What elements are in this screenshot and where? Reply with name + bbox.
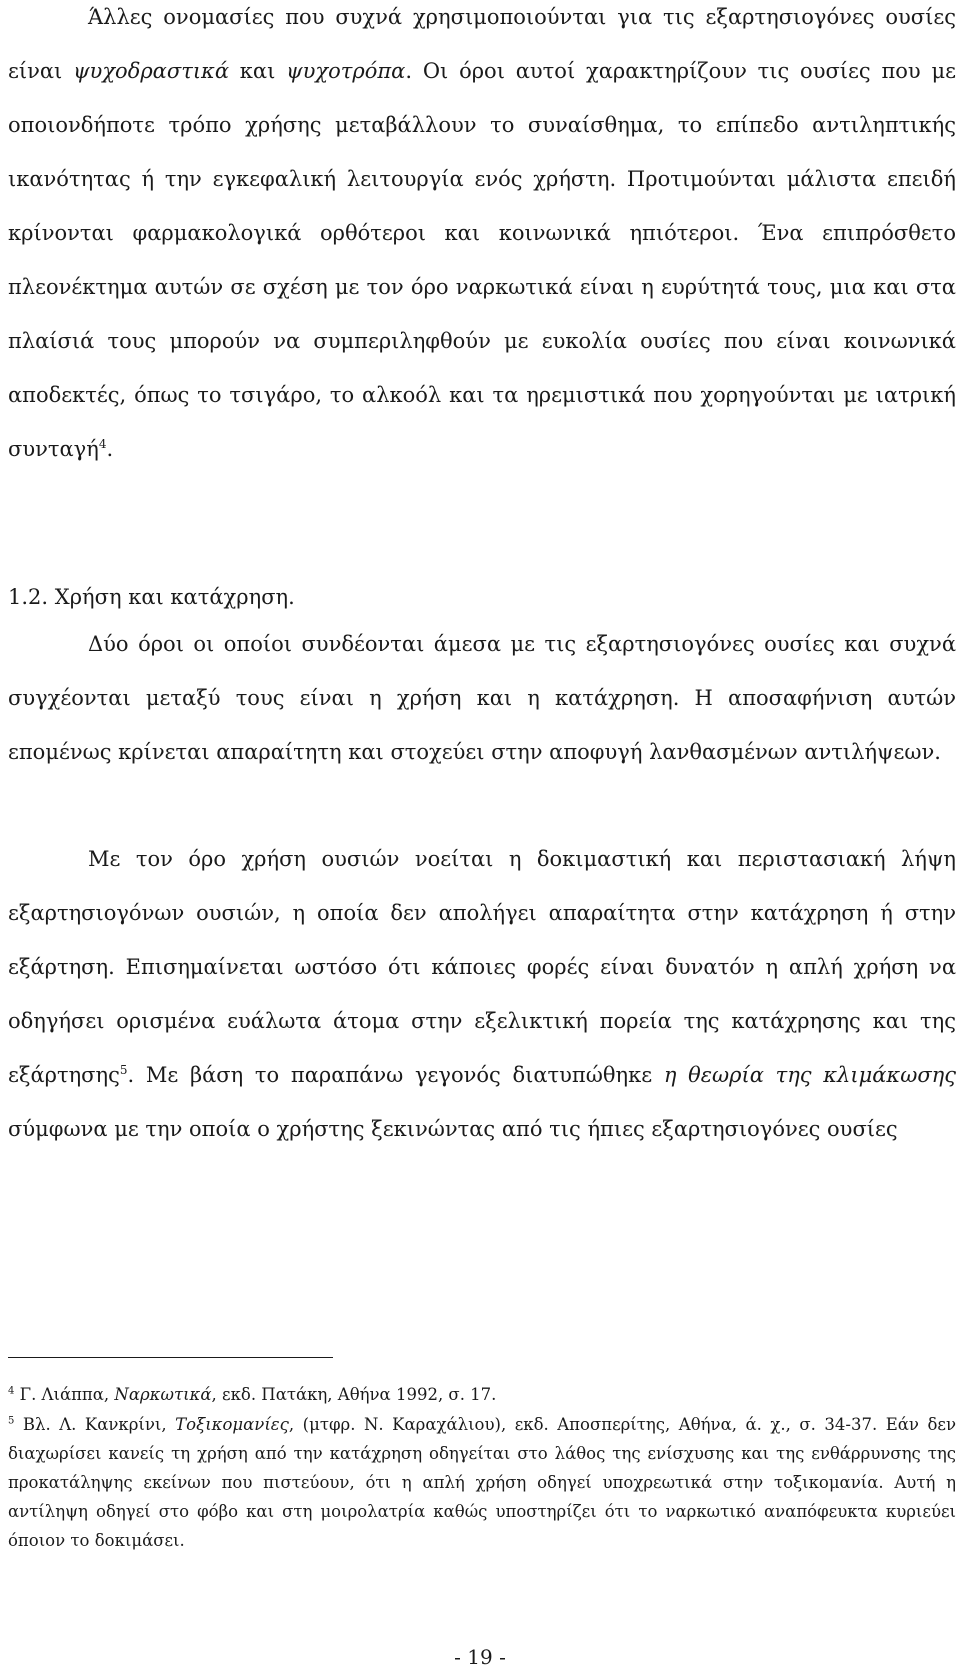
page-number: - 19 - [454, 1645, 506, 1669]
footnote-number: 5 [8, 1415, 15, 1427]
footnote-text: , εκδ. Πατάκη, Αθήνα 1992, σ. 17. [211, 1385, 497, 1404]
emphasis-term: ψυχοτρόπα [286, 59, 406, 83]
footnote-number: 4 [8, 1385, 15, 1397]
paragraph-text: Άλλες ονομασίες που συχνά χρησιμοποιούνται για τις εξαρτησιογόνες ουσίες είναι [8, 5, 956, 83]
paragraph-text: σύμφωνα με την οποία ο χρήστης ξεκινώντας από τις ήπιες εξαρτησιογόνες ουσίες [8, 1117, 898, 1141]
section-heading: 1.2. Χρήση και κατάχρηση. [8, 585, 295, 609]
emphasis-term: η θεωρία της κλιμάκωσης [663, 1063, 956, 1087]
paragraph-text: και [229, 59, 287, 83]
footnote-5 [8, 1410, 956, 1555]
body-paragraph-terminology [8, 0, 956, 476]
paragraph-text: Με τον όρο χρήση ουσιών νοείται η δοκιμαστική και περιστασιακή λήψη εξαρτησιογόνων ουσιών, η οποία δεν απολήγει απαραίτητα στην κατάχρηση ή στην εξάρτηση. Επισημαίνεται ωστόσο ότι κάποιες φορές είναι δυνατόν η απλή χρήση να οδηγήσει ορισμένα ευάλωτα άτομα στην εξελικτική πορεία της κατάχρησης και της εξάρτησης [8, 847, 956, 1087]
body-paragraph-use [8, 832, 956, 1156]
paragraph-text: . Με βάση το παραπάνω γεγονός διατυπώθηκε [127, 1063, 664, 1087]
footnote-title: Ναρκωτικά [114, 1385, 212, 1404]
footnote-separator [8, 1357, 333, 1358]
footnote-reference[interactable]: 5 [119, 1063, 128, 1077]
body-paragraph-definitions: Δύο όροι οι οποίοι συνδέονται άμεσα με τις εξαρτησιογόνες ουσίες και συχνά συγχέονται μεταξύ τους είναι η χρήση και η κατάχρηση. Η αποσαφήνιση αυτών επομένως κρίνεται απαραίτητη και στοχεύει στην αποφυγή λανθασμένων αντιλήψεων. [8, 632, 956, 764]
paragraph-text: . [106, 437, 114, 461]
emphasis-term: ψυχοδραστικά [73, 59, 230, 83]
footnote-reference[interactable]: 4 [98, 437, 107, 451]
paragraph-text: . Οι όροι αυτοί χαρακτηρίζουν τις ουσίες που με οποιονδήποτε τρόπο χρήσης μεταβάλλουν το συναίσθημα, το επίπεδο αντιληπτικής ικανότητας ή την εγκεφαλική λειτουργία ενός χρήστη. Προτιμούνται μάλιστα επειδή κρίνονται φαρμακολογικά ορθότεροι και κοινωνικά ηπιότεροι. Ένα επιπρόσθετο πλεονέκτημα αυτών σε σχέση με τον όρο ναρκωτικά είναι η ευρύτητά τους, μια και στα πλαίσιά τους μπορούν να συμπεριληφθούν με ευκολία ουσίες που είναι κοινωνικά αποδεκτές, όπως το τσιγάρο, το αλκοόλ και τα ηρεμιστικά που χορηγούνται με ιατρική συνταγή [8, 59, 957, 461]
footnote-title: Τοξικομανίες [175, 1415, 289, 1434]
footnote-text: Βλ. Λ. Κανκρίνι, [14, 1415, 176, 1434]
footnote-text: Γ. Λιάππα, [14, 1385, 115, 1404]
footnote-4 [8, 1380, 956, 1409]
footnote-text: , (μτφρ. Ν. Καραχάλιου), εκδ. Αποσπερίτης, Αθήνα, ά. χ., σ. 34-37. Εάν δεν διαχωρίσει κανείς τη χρήση από την κατάχρηση οδηγείται στο λάθος της ενίσχυσης και της ενθάρρυνσης της προκατάληψης εκείνων που πιστεύουν, ότι η απλή χρήση οδηγεί υποχρεωτικά στην τοξικομανία. Αυτή η αντίληψη οδηγεί στο φόβο και στη μοιρολατρία καθώς υποστηρίζει ότι το ναρκωτικό αναπόφευκτα κυριεύει όποιον το δοκιμάσει. [8, 1415, 956, 1550]
